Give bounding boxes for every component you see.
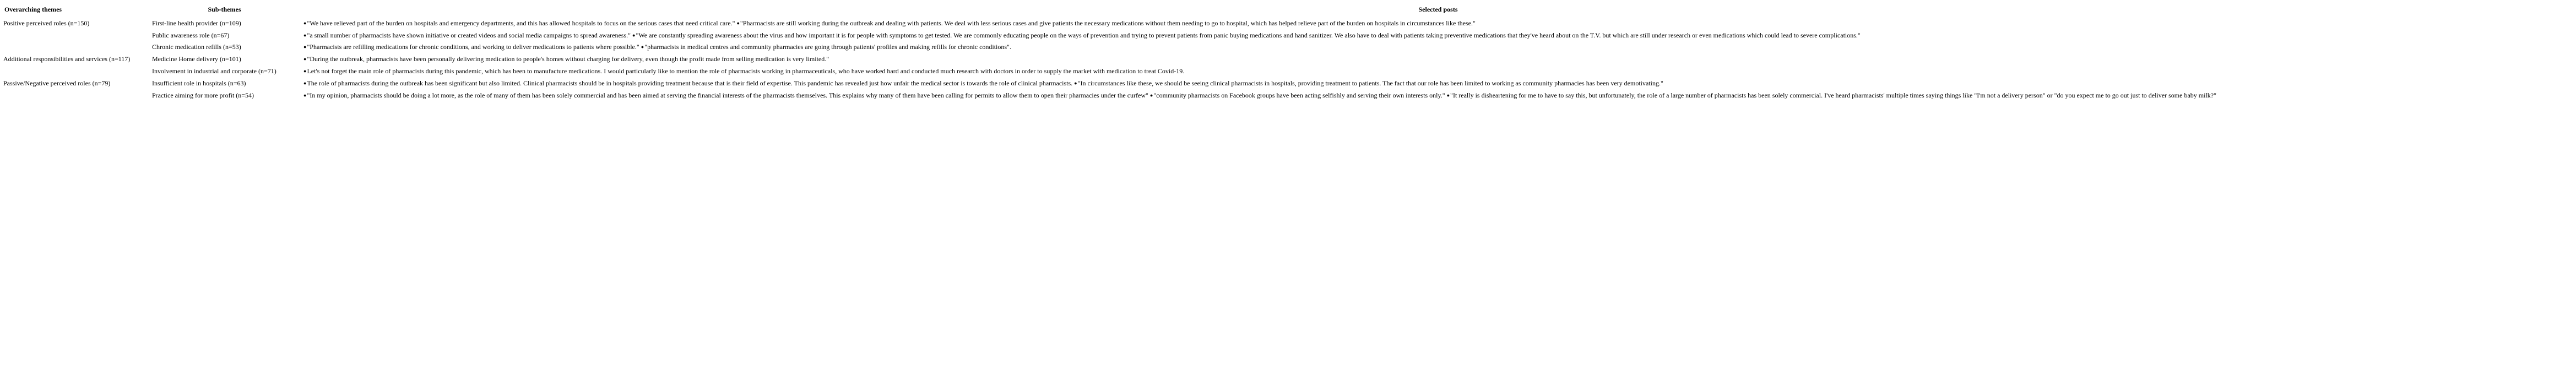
bullet-icon: ● <box>303 44 307 50</box>
bullet-icon: ● <box>303 68 307 74</box>
overarching-theme-cell: Positive perceived roles (n=150) <box>3 19 90 27</box>
post-quote: "a small number of pharmacists have shown initiative or created videos and social media campaigns to spread awareness." <box>307 31 631 39</box>
sub-theme-cell: Practice aiming for more profit (n=54) <box>152 91 254 99</box>
post-quote: "Pharmacists are refilling medications for chronic conditions, and working to deliver medications to patients where possible." <box>307 43 639 51</box>
selected-posts-cell <box>300 66 2576 78</box>
table-row <box>0 90 2576 102</box>
post-quote: "Pharmacists are still working during the outbreak and dealing with patients. We deal with less serious cases and give patients the necessary medications without them needing to go to hospital, which has helped relieve part of the burden on hospitals in circumstances like these." <box>740 19 1476 27</box>
overarching-theme-cell: Additional responsibilities and services (n=117) <box>3 55 131 63</box>
selected-posts-cell <box>300 78 2576 90</box>
post-quote: "In my opinion, pharmacists should be doing a lot more, as the role of many of them has been solely commercial and has been aimed at serving the financial interests of the pharmacists themselves. This explains why many of them have been calling for permits to allow them to open their pharmacies under the curfew" <box>307 91 1148 99</box>
bullet-icon: ● <box>303 32 307 38</box>
bullet-icon: ● <box>303 80 307 86</box>
post-quote: The role of pharmacists during the outbreak has been significant but also limited. Clinical pharmacists should be in hospitals providing treatment because that is their field of expertise. This pandemic has revealed just how unfair the medical sector is towards the role of clinical pharmacists. <box>307 79 1073 87</box>
table-row <box>0 30 2576 42</box>
themes-table <box>0 4 2576 101</box>
post-quote: "pharmacists in medical centres and community pharmacies are going through patients' profiles and making refills for chronic conditions". <box>644 43 1011 51</box>
header-row <box>0 4 2576 18</box>
bullet-icon: ● <box>1446 92 1450 98</box>
sub-theme-cell: Public awareness role (n=67) <box>152 31 230 39</box>
table-body <box>0 18 2576 102</box>
bullet-icon: ● <box>632 32 636 38</box>
sub-theme-cell: Insufficient role in hospitals (n=63) <box>152 79 246 87</box>
table-row <box>0 53 2576 66</box>
table-row <box>0 18 2576 30</box>
bullet-icon: ● <box>303 20 307 26</box>
bullet-icon: ● <box>1149 92 1153 98</box>
table-row <box>0 66 2576 78</box>
sub-theme-cell: First-line health provider (n=109) <box>152 19 241 27</box>
selected-posts-cell <box>300 90 2576 102</box>
sub-theme-cell: Involvement in industrial and corporate (n=71) <box>152 67 276 75</box>
header-sub-themes: Sub-themes <box>208 6 241 13</box>
table-row <box>0 78 2576 90</box>
post-quote: "We have relieved part of the burden on hospitals and emergency departments, and this has allowed hospitals to focus on the serious cases that need critical care." <box>307 19 735 27</box>
post-quote: Let's not forget the main role of pharmacists during this pandemic, which has been to manufacture medications. I would particularly like to mention the role of pharmacists working in pharmaceuticals, who have worked hard and conducted much research with doctors in order to supply the market with medication to treat Covid-19. <box>307 67 1185 75</box>
selected-posts-cell <box>300 18 2576 30</box>
overarching-theme-cell: Passive/Negative perceived roles (n=79) <box>3 79 111 87</box>
bullet-icon: ● <box>641 44 644 50</box>
sub-theme-cell: Chronic medication refills (n=53) <box>152 43 241 51</box>
header-selected-posts: Selected posts <box>1418 6 1458 13</box>
bullet-icon: ● <box>303 56 307 62</box>
post-quote: "During the outbreak, pharmacists have been personally delivering medication to people's homes without charging for delivery, even though the profit made from selling medication is very limited." <box>307 55 829 63</box>
post-quote: "In circumstances like these, we should be seeing clinical pharmacists in hospitals, providing treatment to patients. The fact that our role has been limited to working as community pharmacies has been very demotivating." <box>1077 79 1663 87</box>
table-row <box>0 41 2576 53</box>
header-overarching-themes: Overarching themes <box>4 6 62 13</box>
bullet-icon: ● <box>736 20 740 26</box>
bullet-icon: ● <box>303 92 307 98</box>
sub-theme-cell: Medicine Home delivery (n=101) <box>152 55 241 63</box>
selected-posts-cell <box>300 30 2576 42</box>
post-quote: "It really is disheartening for me to have to say this, but unfortunately, the role of a large number of pharmacists has been solely commercial. I've heard pharmacists' multiple times saying things like "I'm not a delivery person" or "do you expect me to go out just to deliver some baby milk?" <box>1450 91 2217 99</box>
post-quote: "community pharmacists on Facebook groups have been acting selfishly and serving their own interests only." <box>1153 91 1445 99</box>
bullet-icon: ● <box>1074 80 1077 86</box>
selected-posts-cell <box>300 41 2576 53</box>
selected-posts-cell <box>300 53 2576 66</box>
post-quote: "We are constantly spreading awareness about the virus and how important it is for people with symptoms to get tested. We are commonly educating people on the ways of prevention and trying to prevent patients from panic buying medications and hand sanitizer. We also have to deal with patients taking preventive medications that they've heard about on the T.V. but which are still under research or even medications which could lead to severe complications." <box>636 31 1861 39</box>
